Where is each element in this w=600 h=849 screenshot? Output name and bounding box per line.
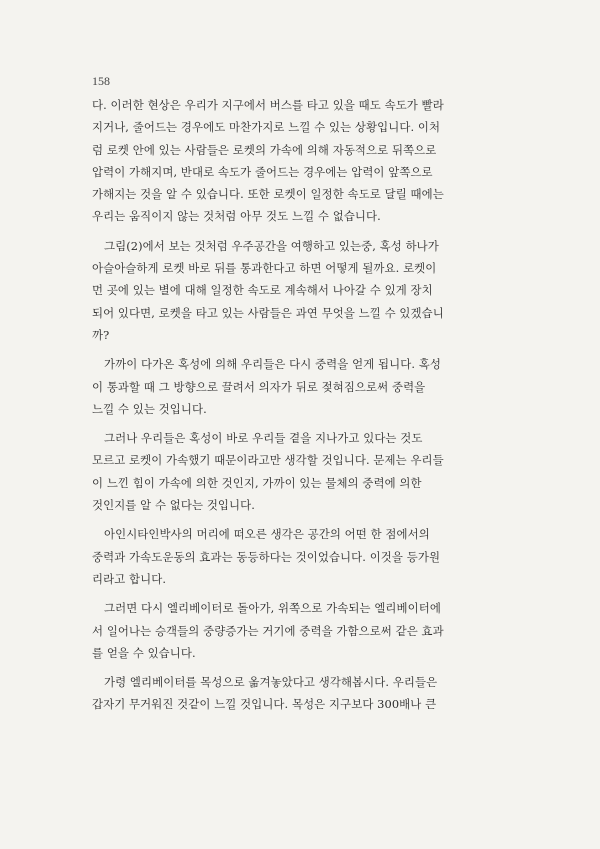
text-line: 다. 이러한 현상은 우리가 지구에서 버스를 타고 있을 때도 속도가 빨라: [92, 98, 444, 112]
paragraph-7: [92, 671, 512, 716]
paragraph-4: [92, 427, 512, 516]
text-line: 그러면 다시 엘리베이터로 돌아가, 위쪽으로 가속되는 엘리베이터에: [104, 601, 441, 616]
text-line: 리라고 합니다.: [92, 571, 167, 586]
paragraph-5: [92, 523, 512, 590]
text-line: 먼 곳에 있는 별에 대해 일정한 속도로 계속해서 나아갈 수 있게 장치: [92, 283, 433, 298]
page-number: 158: [92, 74, 110, 88]
body-text: [92, 94, 512, 716]
text-line: 가령 엘리베이터를 목성으로 옮겨놓았다고 생각해봅시다. 우리들은: [104, 675, 438, 690]
text-line: 가까이 다가온 혹성에 의해 우리들은 다시 중력을 얻게 됩니다. 혹성: [104, 357, 441, 372]
text-line: 이 느낀 힘이 가속에 의한 것인지, 가까이 있는 물체의 중력에 의한: [92, 475, 422, 490]
text-line: 모르고 로켓이 가속했기 때문이라고만 생각할 것입니다. 문제는 우리들: [92, 453, 444, 468]
text-line: 우리는 움직이지 않는 것처럼 아무 것도 느낄 수 없습니다.: [92, 209, 381, 224]
text-line: 압력이 가해지며, 반대로 속도가 줄어드는 경우에는 압력이 앞쪽으로: [92, 164, 433, 179]
paragraph-6: [92, 597, 512, 664]
text-line: 아인시타인박사의 머리에 떠오른 생각은 공간의 어떤 한 점에서의: [104, 527, 430, 542]
text-line: 것인지를 알 수 없다는 것입니다.: [92, 498, 255, 513]
text-line: 를 얻을 수 있습니다.: [92, 645, 196, 660]
text-line: 갑자기 무거워진 것같이 느낄 것입니다. 목성은 지구보다 300배나 큰: [92, 697, 437, 712]
text-line: 지거나, 줄어드는 경우에도 마찬가지로 느낄 수 있는 상황입니다. 이처: [92, 120, 441, 135]
text-line: 그림(2)에서 보는 것처럼 우주공간을 여행하고 있는중, 혹성 하나가: [104, 238, 439, 253]
text-line: 중력과 가속도운동의 효과는 동등하다는 것이었습니다. 이것을 등가원: [92, 549, 441, 564]
text-line: 아슬아슬하게 로켓 바로 뒤를 통과한다고 하면 어떻게 될까요. 로켓이: [92, 261, 437, 276]
text-line: 서 일어나는 승객들의 중량증가는 거기에 중력을 가함으로써 같은 효과: [92, 623, 444, 638]
paragraph-3: [92, 353, 512, 420]
text-line: 되어 있다면, 로켓을 타고 있는 사람들은 과연 무엇을 느낄 수 있겠습니: [92, 305, 444, 320]
text-line: 그러나 우리들은 혹성이 바로 우리들 곁을 지나가고 있다는 것도: [104, 431, 423, 446]
paragraph-2: [92, 235, 512, 346]
text-line: 럼 로켓 안에 있는 사람들은 로켓의 가속에 의해 자동적으로 뒤쪽으로: [92, 142, 437, 157]
text-line: 느낄 수 있는 것입니다.: [92, 401, 207, 416]
text-line: 가해지는 것을 알 수 있습니다. 또한 로켓이 일정한 속도로 달릴 때에는: [92, 187, 444, 202]
paragraph-1: [92, 94, 512, 228]
text-line: 이 통과할 때 그 방향으로 끌려서 의자가 뒤로 젖혀짐으로써 중력을: [92, 379, 426, 394]
text-line: 까?: [92, 327, 110, 342]
